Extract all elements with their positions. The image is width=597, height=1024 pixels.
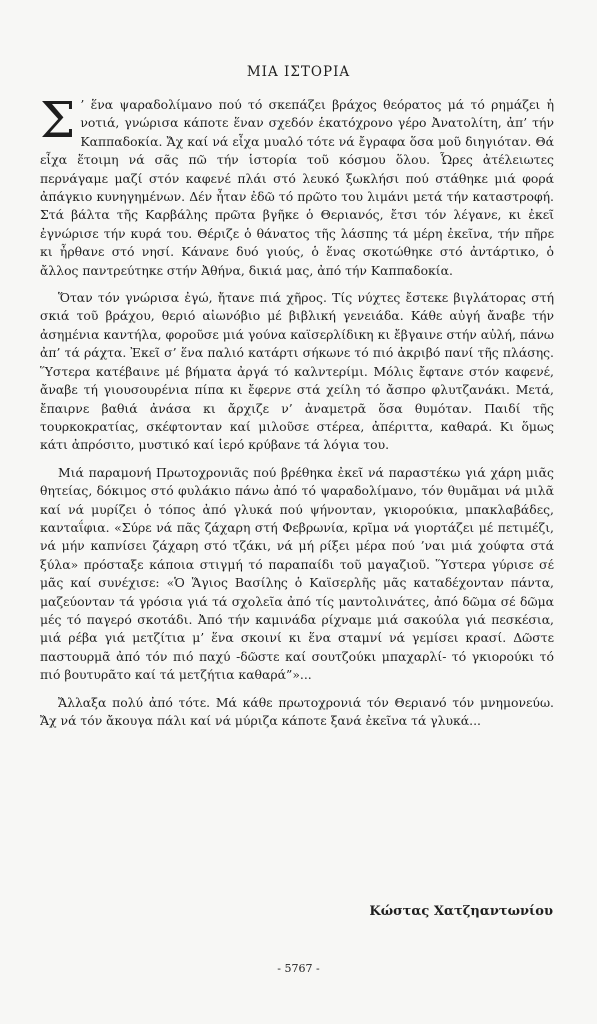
article-body	[40, 91, 554, 739]
paragraph-4: Ἄλλαξα πολύ ἀπό τότε. Μά κάθε πρωτοχρονιά τόν Θεριανό τόν μνημονεύω. Ἄχ νά τόν ἄκουγα πάλι καί νά μύριζα κάποτε ξανά ἐκεῖνα τά γλυκά...	[40, 694, 554, 728]
paragraph-2: Ὅταν τόν γνώρισα ἐγώ, ἤτανε πιά χῆρος. Τίς νύχτες ἔστεκε βιγλάτορας στή σκιά τοῦ βράχου, θεριό αἰωνόβιο μέ βιβλική γενειάδα. Κάθε αὐγή ἄναβε τήν ἀσημένια καντήλα, φοροῦσε μιά γούνα καϊσερλίδικη κι ἔβγαινε στήν αὐλή, πάνω ἀπ’ τά ράχτα. Ἐκεῖ σ’ ἕνα παλιό κατάρτι σήκωνε τό πιό ἀκριβό πανί τῆς πλάσης. Ὕστερα κατέβαινε μέ βήματα ἀργά τό καλντερίμι. Μόλις ἔφτανε στόν καφενέ, ἄναβε τή γιουσουρένια πίπα κι ἔφερνε στά χείλη τό ἄσπρο φλυτζανάκι. Μετά, ἔπαιρνε βαθιά ἀνάσα κι ἄρχιζε ν’ ἀναμετρᾶ ὅσα θυμόταν. Παιδί τῆς τουρκοκρατίας, σκέφτονταν καί μιλοῦσε στέρεα, ἀπέριττα, καθαρά. Κι ὅμως κάτι ἀπρόσιτο, μυστικό καί ἱερό κρύβανε τά λόγια του.	[40, 290, 554, 453]
drop-cap: Σ	[40, 91, 76, 149]
author-signature: Κώστας Χατζηαντωνίου	[369, 904, 553, 919]
page-number: - 5767 -	[277, 962, 320, 975]
paragraph-1	[40, 91, 554, 280]
page-title: ΜΙΑ ΙΣΤΟΡΙΑ	[246, 64, 351, 80]
paragraph-3: Μιά παραμονή Πρωτοχρονιᾶς πού βρέθηκα ἐκεῖ νά παραστέκω γιά χάρη μιᾶς θητείας, δόκιμος στό φυλάκιο πάνω ἀπό τό ψαραδολίμανο, τόν θυμᾶμαι νά μιλᾶ καί νά μυρίζει ὁ τόπος ἀπό γλυκά πού ψήνονταν, γκιορούκια, μπακλαβάδες, κανταΐφια. «Σύρε νά πᾶς ζάχαρη στή Φεβρωνία, κρῖμα νά γιορτάζει μέ πετιμέζι, νά μήν καπνίσει ζάχαρη στό τζάκι, νά μή ρίξει μέρα πού ’ναι μιά χούφτα στά ξύλα» πρόσταξε κάποια στιγμή τό παραπαίδι τοῦ μαγαζιοῦ. Ὕστερα γύρισε σέ μᾶς καί συνέχισε: «Ὁ Ἅγιος Βασίλης ὁ Καϊσερλῆς μᾶς καταδέχονταν πάντα, μαζεύονταν τά γρόσια γιά τά σχολεῖα ἀπό τίς μαντολινάτες, ἀπό δῶμα σέ δῶμα μές τό παγερό σκοτάδι. Ἀπό τήν καμινάδα ρίχναμε μιά σακούλα γιά πεσκέσια, μιά ρέβα γιά μετζίτια μ’ ἕνα σκοινί κι ἕνα σταμνί νά γεμίσει κρασί. Δῶστε παστουρμᾶ ἀπό τόν πιό παχύ -δῶστε καί σουτζούκι μπαχαρλί- τό γκιορούκι τό πιό βουτυρᾶτο καί τά μετζήτια καθαρά”»...	[40, 464, 554, 683]
paragraph-1-text: ’ ἕνα ψαραδολίμανο πού τό σκεπάζει βράχος θεόρατος μά τό ρημάζει ἡ νοτιά, γνώρισα κάποτε ἕναν σχεδόν ἑκατόχρονο γέρο Ἀνατολίτη, ἀπ’ τήν Καππαδοκία. Ἄχ καί νά εἶχα μυαλό τότε νά ἔγραφα ὅσα μοῦ διηγιόταν. Θά εἶχα ἕτοιμη νά σᾶς πῶ τήν ἱστορία τοῦ κόσμου ὅλου. Ὧρες ἀτέλειωτες περνάγαμε μαζί στόν καφενέ πλάι στό λευκό ξωκλήσι πού στάθηκε μιά φορά ἀπάγκιο κυνηγημένων. Δέν ἦταν ἐδῶ τό πρῶτο του λιμάνι μετά τήν καταστροφή. Στά βάλτα τῆς Καρβάλης πρῶτα βγῆκε ὁ Θεριανός, ἔτσι τόν λέγανε, κι ἐκεῖ ἐγνώρισε τήν κυρά του. Θέριζε ὁ θάνατος τῆς λάσπης τά μέρη ἐκεῖνα, τήν πῆρε κι ἦρθανε στό νησί. Κάνανε δυό γιούς, ὁ ἕνας σκοτώθηκε στό ἀντάρτικο, ὁ ἄλλος παντρεύτηκε στήν Ἀθήνα, δικιά μας, ἀπό τήν Καππαδοκία.	[40, 97, 554, 278]
